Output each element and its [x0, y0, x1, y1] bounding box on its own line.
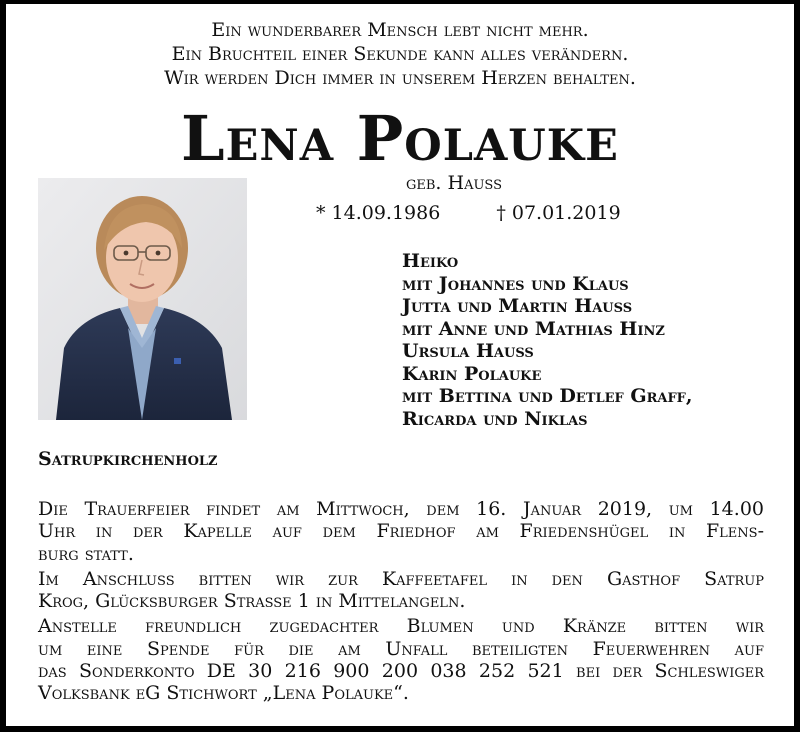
- mourner-line: mit Bettina und Detlef Graff,: [402, 385, 693, 407]
- text-line: Uhr in der Kapelle auf dem Friedhof am Friedenshügel in Flens-: [38, 520, 764, 543]
- mourner-line: Karin Polauke: [402, 362, 542, 385]
- deceased-name: Lena Polauke: [181, 102, 619, 175]
- paragraph-ceremony: [38, 498, 764, 565]
- obituary-card: [6, 4, 794, 726]
- funeral-details: [38, 498, 764, 708]
- mourner-line: Ursula Hauß: [402, 340, 534, 362]
- text-line: um eine Spende für die am Unfall beteiligten Feuerwehren auf: [38, 637, 764, 660]
- mourner-line: mit Johannes und Klaus: [402, 272, 629, 295]
- portrait-photo: [38, 178, 247, 420]
- text-line: Volksbank eG Stichwort „Lena Polauke“.: [38, 682, 409, 705]
- intro-verse: [6, 18, 794, 90]
- maiden-name: geb. Hauß: [406, 172, 503, 194]
- portrait-image: [38, 178, 247, 420]
- mourner-line: Ricarda und Niklas: [402, 407, 588, 430]
- mourners-list: [402, 250, 693, 430]
- mourner-line: Heiko: [402, 250, 459, 272]
- intro-line: Ein wunderbarer Mensch lebt nicht mehr.: [211, 19, 589, 41]
- paragraph-donation: [38, 615, 764, 704]
- birth-date: * 14.09.1986: [316, 202, 441, 224]
- text-line: Die Trauerfeier findet am Mittwoch, dem 16. Januar 2019, um 14.00: [38, 498, 764, 520]
- text-line: Krog, Glücksburger Strasse 1 in Mittelangeln.: [38, 590, 466, 613]
- mourner-line: Jutta und Martin Hauß: [402, 295, 633, 317]
- intro-line: Wir werden Dich immer in unserem Herzen behalten.: [164, 67, 636, 89]
- mourner-line: mit Anne und Mathias Hinz: [402, 317, 665, 340]
- text-line: Im Anschluss bitten wir zur Kaffeetafel in den Gasthof Satrup: [38, 567, 764, 590]
- place-name: Satrupkirchenholz: [38, 448, 218, 470]
- text-line: Anstelle freundlich zugedachter Blumen und Kränze bitten wir: [38, 615, 764, 638]
- intro-line: Ein Bruchteil einer Sekunde kann alles verändern.: [171, 43, 629, 65]
- life-dates: [316, 202, 621, 224]
- text-line: das Sonderkonto DE 30 216 900 200 038 252 521 bei der Schleswiger: [38, 660, 764, 683]
- text-line: burg statt.: [38, 542, 134, 565]
- paragraph-reception: [38, 568, 764, 613]
- death-date: † 07.01.2019: [496, 202, 621, 224]
